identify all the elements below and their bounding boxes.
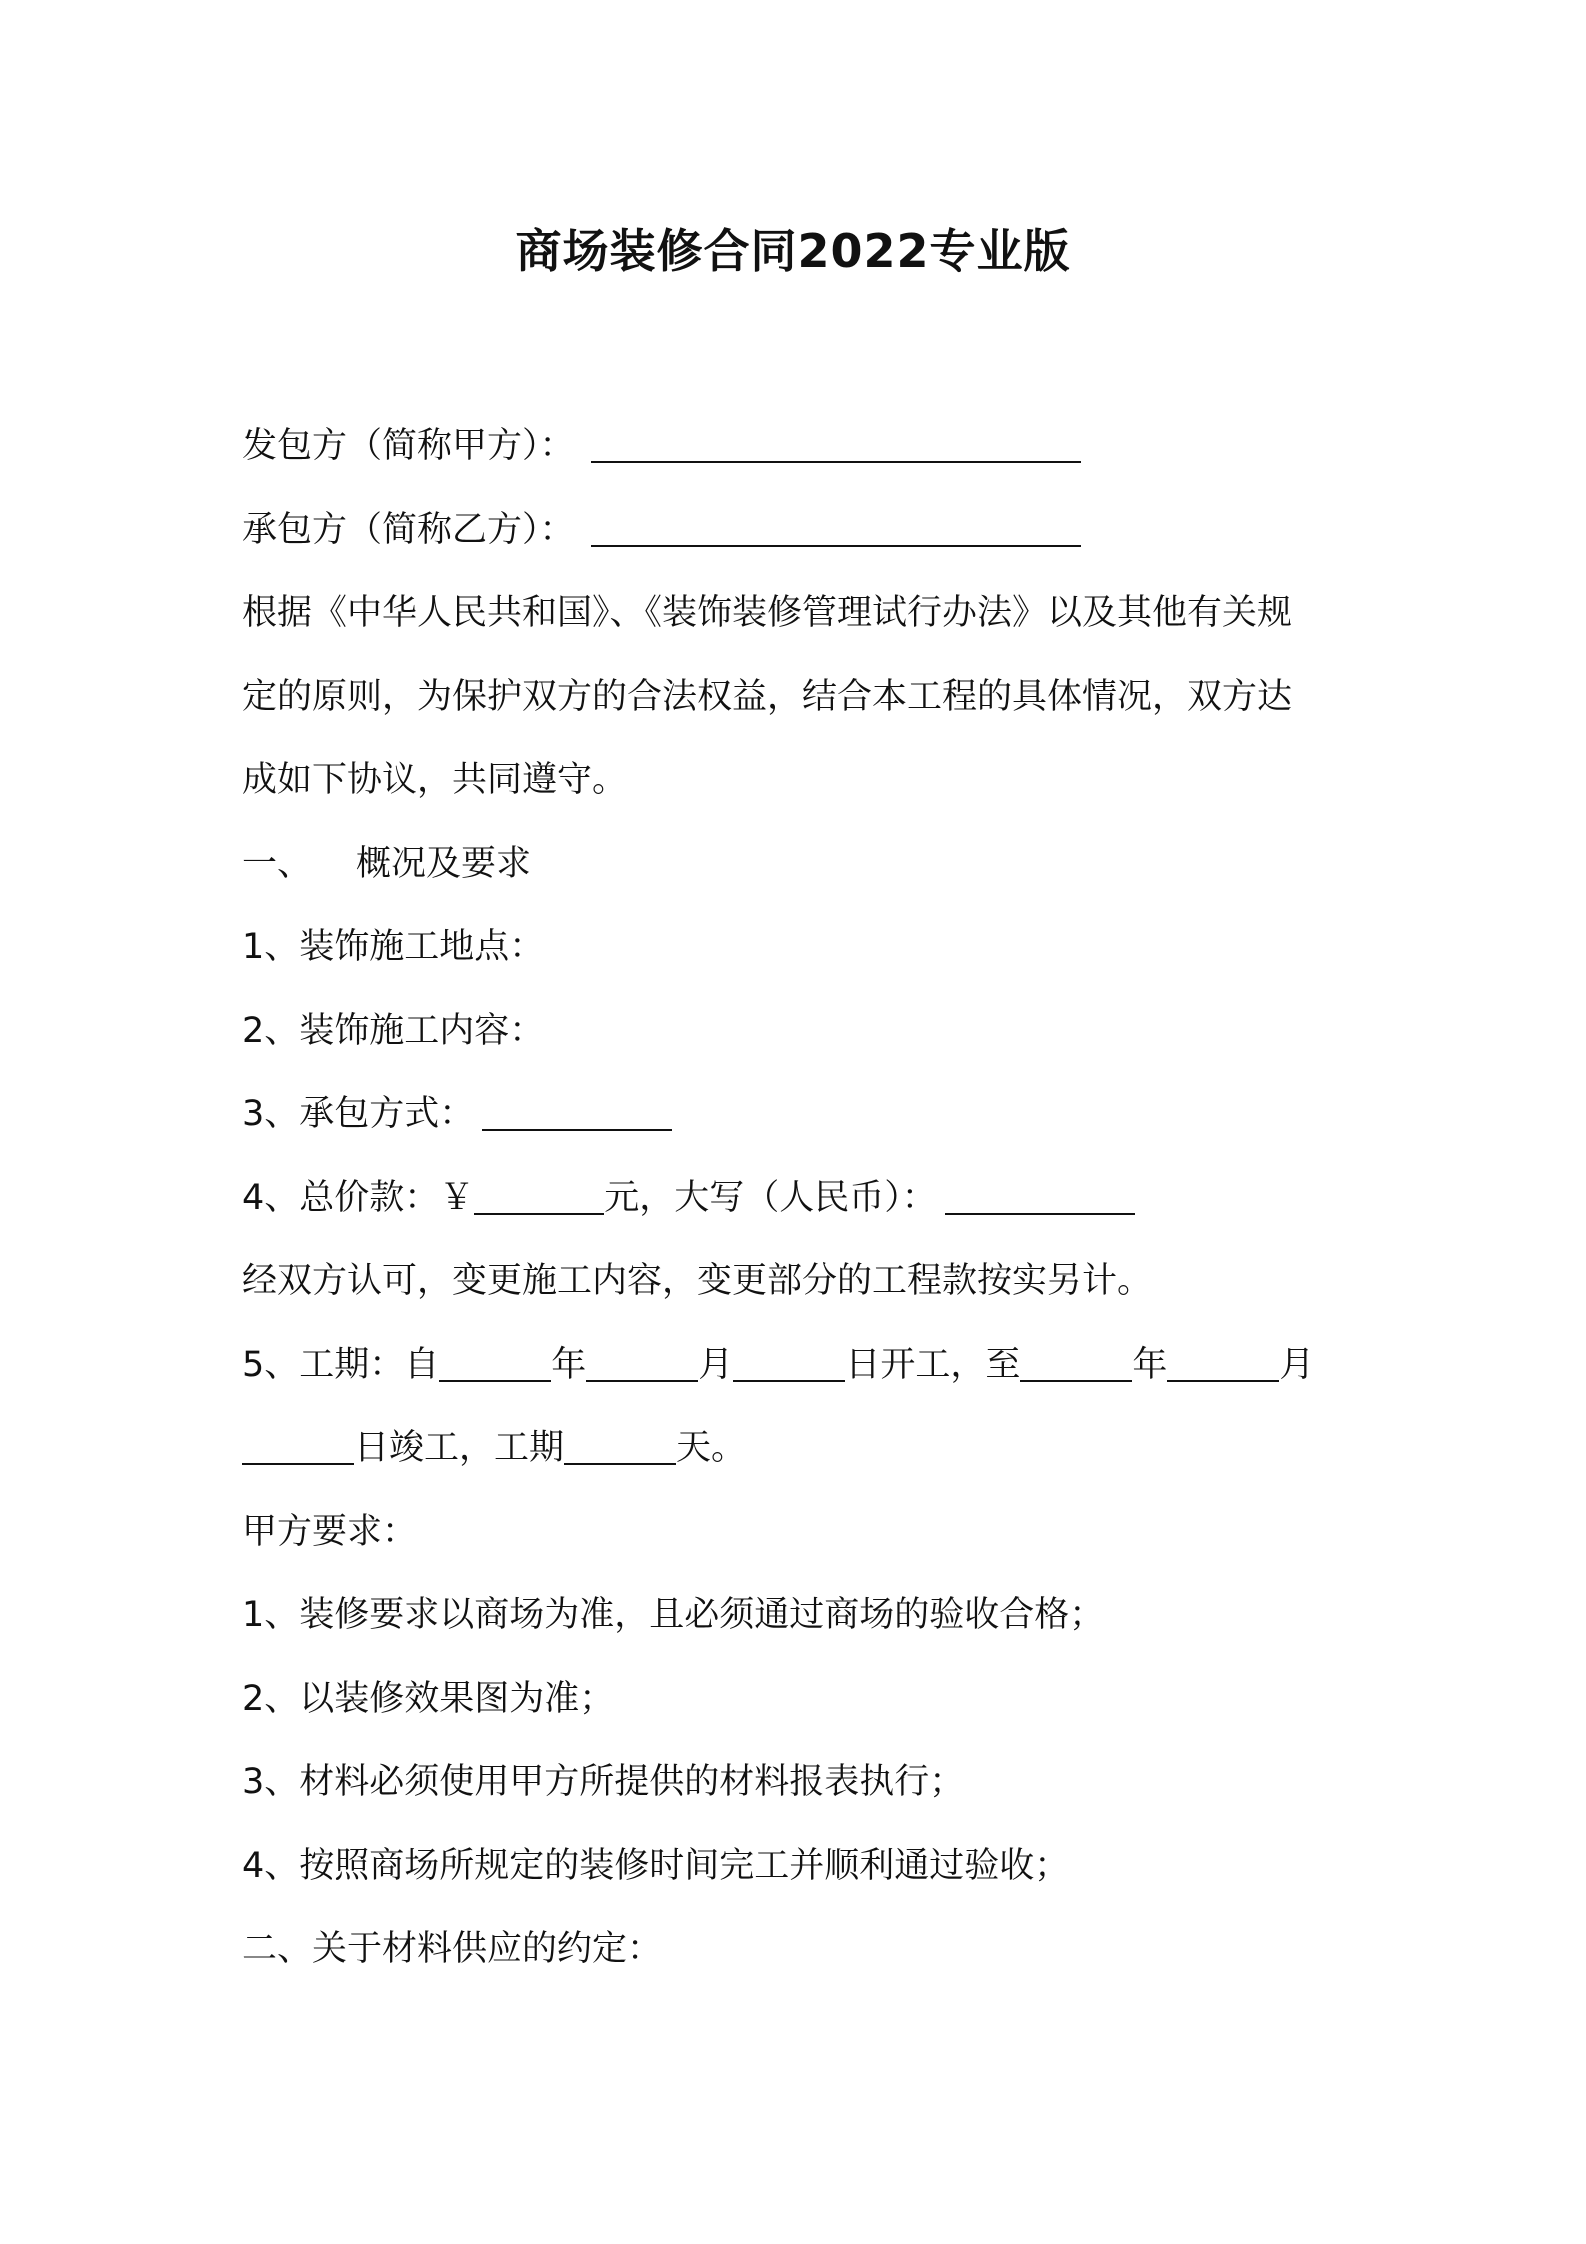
item-construction-content: 2、装饰施工内容： (242, 1010, 545, 1051)
intro-line-2: 定的原则，为保护双方的合法权益，结合本工程的具体情况，双方达 (242, 676, 1293, 717)
requirement-3: 3、材料必须使用甲方所提供的材料报表执行； (242, 1762, 965, 1802)
days-suffix: 天。 (676, 1428, 747, 1468)
total-price-mid: 元，大写（人民币）： (604, 1177, 937, 1218)
document-body (242, 405, 1362, 1992)
total-price-amount-blank (474, 1183, 604, 1215)
party-a-blank (591, 431, 1081, 463)
intro-line-1: 根据《中华人民共和国》、《装饰装修管理试行办法》以及其他有关规 (242, 593, 1293, 633)
item-schedule-line-1 (242, 1324, 1362, 1408)
end-text: 日竣工，工期 (354, 1428, 565, 1468)
document-title: 商场装修合同2022专业版 (515, 224, 1071, 278)
requirement-1: 1、装修要求以商场为准，且必须通过商场的验收合格； (242, 1595, 1105, 1635)
party-a-requirements-heading: 甲方要求： (242, 1511, 418, 1552)
section-1-heading (242, 823, 1362, 907)
requirement-2: 2、以装修效果图为准； (242, 1678, 615, 1719)
party-b-line (242, 489, 1362, 573)
section-2-heading: 二、关于材料供应的约定： (242, 1929, 663, 1969)
item-total-price (242, 1157, 1362, 1241)
start-text: 日开工，至 (845, 1344, 1021, 1385)
change-note: 经双方认可，变更施工内容，变更部分的工程款按实另计。 (242, 1261, 1153, 1301)
start-day-blank (733, 1350, 845, 1382)
item-contract-method (242, 1073, 1362, 1157)
section-1-number: 一、 (242, 843, 313, 884)
total-price-words-blank (945, 1183, 1135, 1215)
end-month-label: 月 (1279, 1344, 1315, 1385)
intro-line-3: 成如下协议，共同遵守。 (242, 760, 628, 800)
section-1-title: 概况及要求 (356, 843, 532, 884)
party-b-blank (591, 515, 1081, 547)
party-b-label: 承包方（简称乙方）： (242, 509, 575, 550)
start-month-label: 月 (698, 1344, 734, 1385)
party-a-label: 发包方（简称甲方）： (242, 426, 575, 466)
duration-days-blank (564, 1433, 676, 1465)
end-year-label: 年 (1132, 1344, 1168, 1385)
item-construction-site: 1、装饰施工地点： (242, 927, 545, 967)
start-year-blank (439, 1350, 551, 1382)
party-a-line (242, 405, 1362, 489)
contract-method-blank (482, 1099, 672, 1131)
start-month-blank (586, 1350, 698, 1382)
end-year-blank (1020, 1350, 1132, 1382)
contract-method-label: 3、承包方式： (242, 1094, 475, 1134)
schedule-prefix: 5、工期：自 (242, 1344, 440, 1385)
item-schedule-line-2 (242, 1407, 1362, 1491)
end-day-blank (242, 1433, 354, 1465)
start-year-label: 年 (551, 1344, 587, 1385)
requirement-4: 4、按照商场所规定的装修时间完工并顺利通过验收； (242, 1845, 1070, 1886)
end-month-blank (1167, 1350, 1279, 1382)
total-price-prefix: 4、总价款：￥ (242, 1177, 475, 1218)
